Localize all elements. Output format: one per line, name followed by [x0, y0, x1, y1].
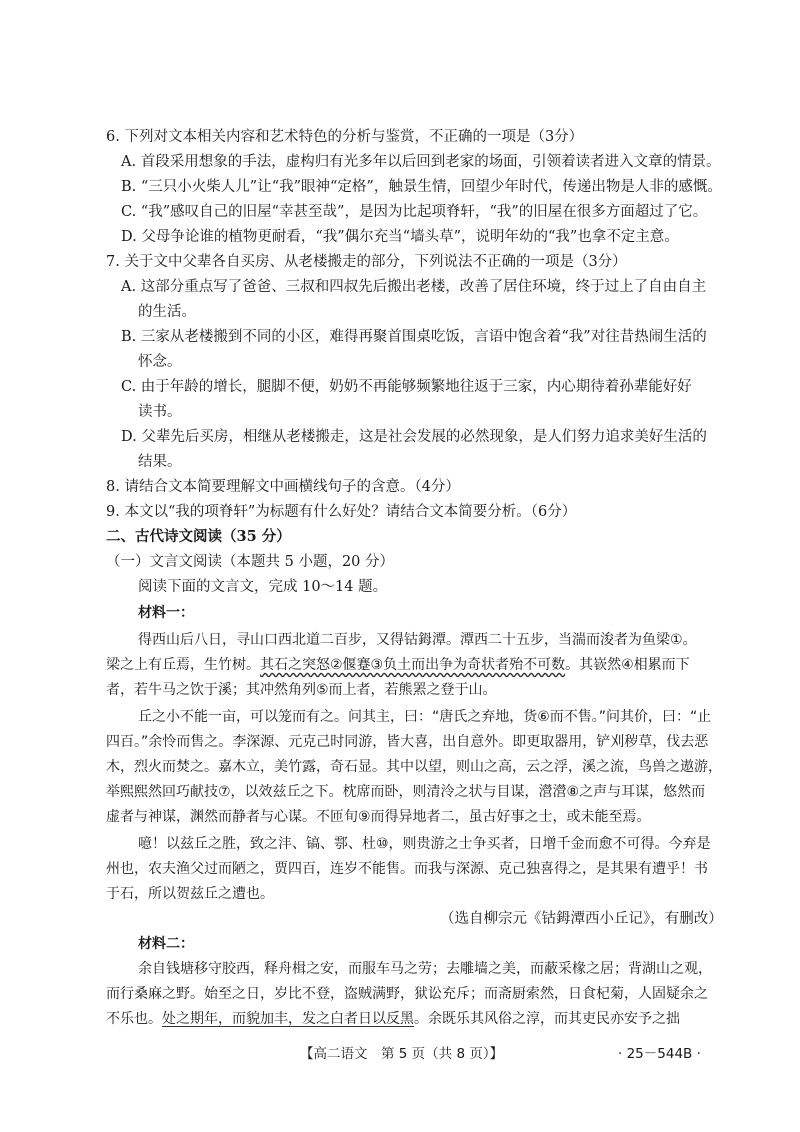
material-1-line: 丘之小不能一亩，可以笼而有之。问其主，曰：“唐氏之弃地，货⑥而不售。”问其价，曰：“止	[138, 709, 712, 725]
reading-instruction: 阅读下面的文言文，完成 10～14 题。	[138, 579, 388, 595]
material-1-line: 举熙熙然回巧献技⑦，以效兹丘之下。枕席而卧，则清泠之状与目谋，瀯瀯⑧之声与耳谋，悠然而	[106, 784, 706, 800]
material-1-line: 者，若牛马之饮于溪；其冲然角列⑤而上者，若熊罴之登于山。	[106, 682, 497, 698]
question-7-option-b: B. 三家从老楼搬到不同的小区，难得再聚首围桌吃饭，言语中饱含着“我”对往昔热闹生活的	[121, 329, 707, 345]
question-6-stem: 6. 下列对文本相关内容和艺术特色的分析与鉴赏，不正确的一项是（3分）	[106, 129, 584, 145]
material-2-line: 余自钱塘移守胶西，释舟楫之安，而服车马之劳；去雕墙之美，而蔽采椽之居；背湖山之观，	[138, 961, 712, 977]
question-7-option-d-cont: 结果。	[138, 454, 182, 470]
question-6-option-d: D. 父母争论谁的植物更耐看，“我”偶尔充当“墙头草”，说明年幼的“我”也拿不定主意。	[121, 229, 679, 245]
material-2-label: 材料二：	[138, 936, 194, 952]
question-6-option-b: B. “三只小火柴人儿”让“我”眼神“定格”，触景生情，回望少年时代，传递出物是人非的感慨。	[121, 179, 722, 195]
question-7-option-c: C. 由于年龄的增长，腿脚不便，奶奶不再能够频繁地往返于三家，内心期待着孙辈能好好	[121, 379, 692, 395]
subsection-heading: （一）文言文阅读（本题共 5 小题，20 分）	[106, 554, 395, 570]
section-heading: 二、古代诗文阅读（35 分）	[106, 528, 291, 545]
question-7-option-b-cont: 怀念。	[138, 354, 182, 370]
material-1-line	[106, 655, 690, 675]
material-1-line: 于石，所以贺兹丘之遭也。	[106, 886, 274, 902]
wavy-underlined-sentence: 其石之突怒②偃蹇③负土而出争为奇状者殆不可数	[260, 657, 566, 673]
text-span: 。余既乐其风俗之淳，而其吏民亦安予之拙	[414, 1011, 680, 1027]
question-7-option-a-cont: 的生活。	[138, 304, 196, 320]
question-7-option-a: A. 这部分重点写了爸爸、三叔和四叔先后搬出老楼，改善了居住环境，终于过上了自由自主	[121, 279, 707, 295]
footer-exam-code: · 25－544B ·	[618, 1046, 701, 1062]
material-1-line: 州也，农夫渔父过而陋之，贾四百，连岁不能售。而我与深源、克己独喜得之，是其果有遭乎！书	[106, 861, 708, 877]
question-7-stem: 7. 关于文中父辈各自买房、从老楼搬走的部分，下列说法不正确的一项是（3分）	[106, 254, 627, 270]
question-7-option-d: D. 父辈先后买房，相继从老楼搬走，这是社会发展的必然现象，是人们努力追求美好生活的	[121, 429, 707, 445]
question-6-option-a: A. 首段采用想象的手法，虚构归有光多年以后回到老家的场面，引领着读者进入文章的情景。	[121, 154, 721, 170]
page-footer	[0, 1042, 800, 1064]
question-8: 8. 请结合文本简要理解文中画横线句子的含意。（4分）	[106, 479, 460, 495]
underlined-sentence: 处之期年，而貌加丰，发之白者日以反黑	[162, 1011, 414, 1027]
material-1-label: 材料一：	[138, 605, 194, 621]
text-span: 不乐也。	[106, 1011, 162, 1027]
question-9: 9. 本文以“我的项脊轩”为标题有什么好处？请结合文本简要分析。（6分）	[106, 504, 577, 520]
text-span: 。其嵚然④相累而下	[565, 657, 690, 673]
question-7-option-c-cont: 读书。	[138, 404, 182, 420]
material-1-line: 四百。”余怜而售之。李深源、元克己时同游，皆大喜，出自意外。即更取器用，铲刈秽草，伐去恶	[106, 734, 709, 750]
material-2-line: 而行桑麻之野。始至之日，岁比不登，盗贼满野，狱讼充斥；而斋厨索然，日食杞菊，人固疑余之	[106, 986, 708, 1002]
question-6-option-c: C. “我”感叹自己的旧屋“幸甚至哉”，是因为比起项脊轩，“我”的旧屋在很多方面超过了它。	[121, 204, 708, 220]
material-1-line: 木，烈火而焚之。嘉木立，美竹露，奇石显。其中以望，则山之高，云之浮，溪之流，鸟兽之遨游，	[106, 759, 722, 775]
material-1-source: （选自柳宗元《钴鉧潭西小丘记》，有删改）	[440, 911, 723, 927]
material-1-line: 得西山后八日，寻山口西北道二百步，又得钴鉧潭。潭西二十五步，当湍而浚者为鱼梁①。	[138, 632, 697, 648]
footer-page-info: 【高二语文 第 5 页（共 8 页）】	[300, 1046, 504, 1062]
text-span: 梁之上有丘焉，生竹树。	[106, 657, 260, 673]
material-1-line: 虚者与神谋，渊然而静者与心谋。不匝旬⑨而得异地者二，虽古好事之士，或未能至焉。	[106, 809, 651, 825]
material-1-line: 噫！以兹丘之胜，致之沣、镐、鄠、杜⑩，则贵游之士争买者，日增千金而愈不可得。今弃是	[138, 836, 711, 852]
material-2-line	[106, 1009, 680, 1029]
